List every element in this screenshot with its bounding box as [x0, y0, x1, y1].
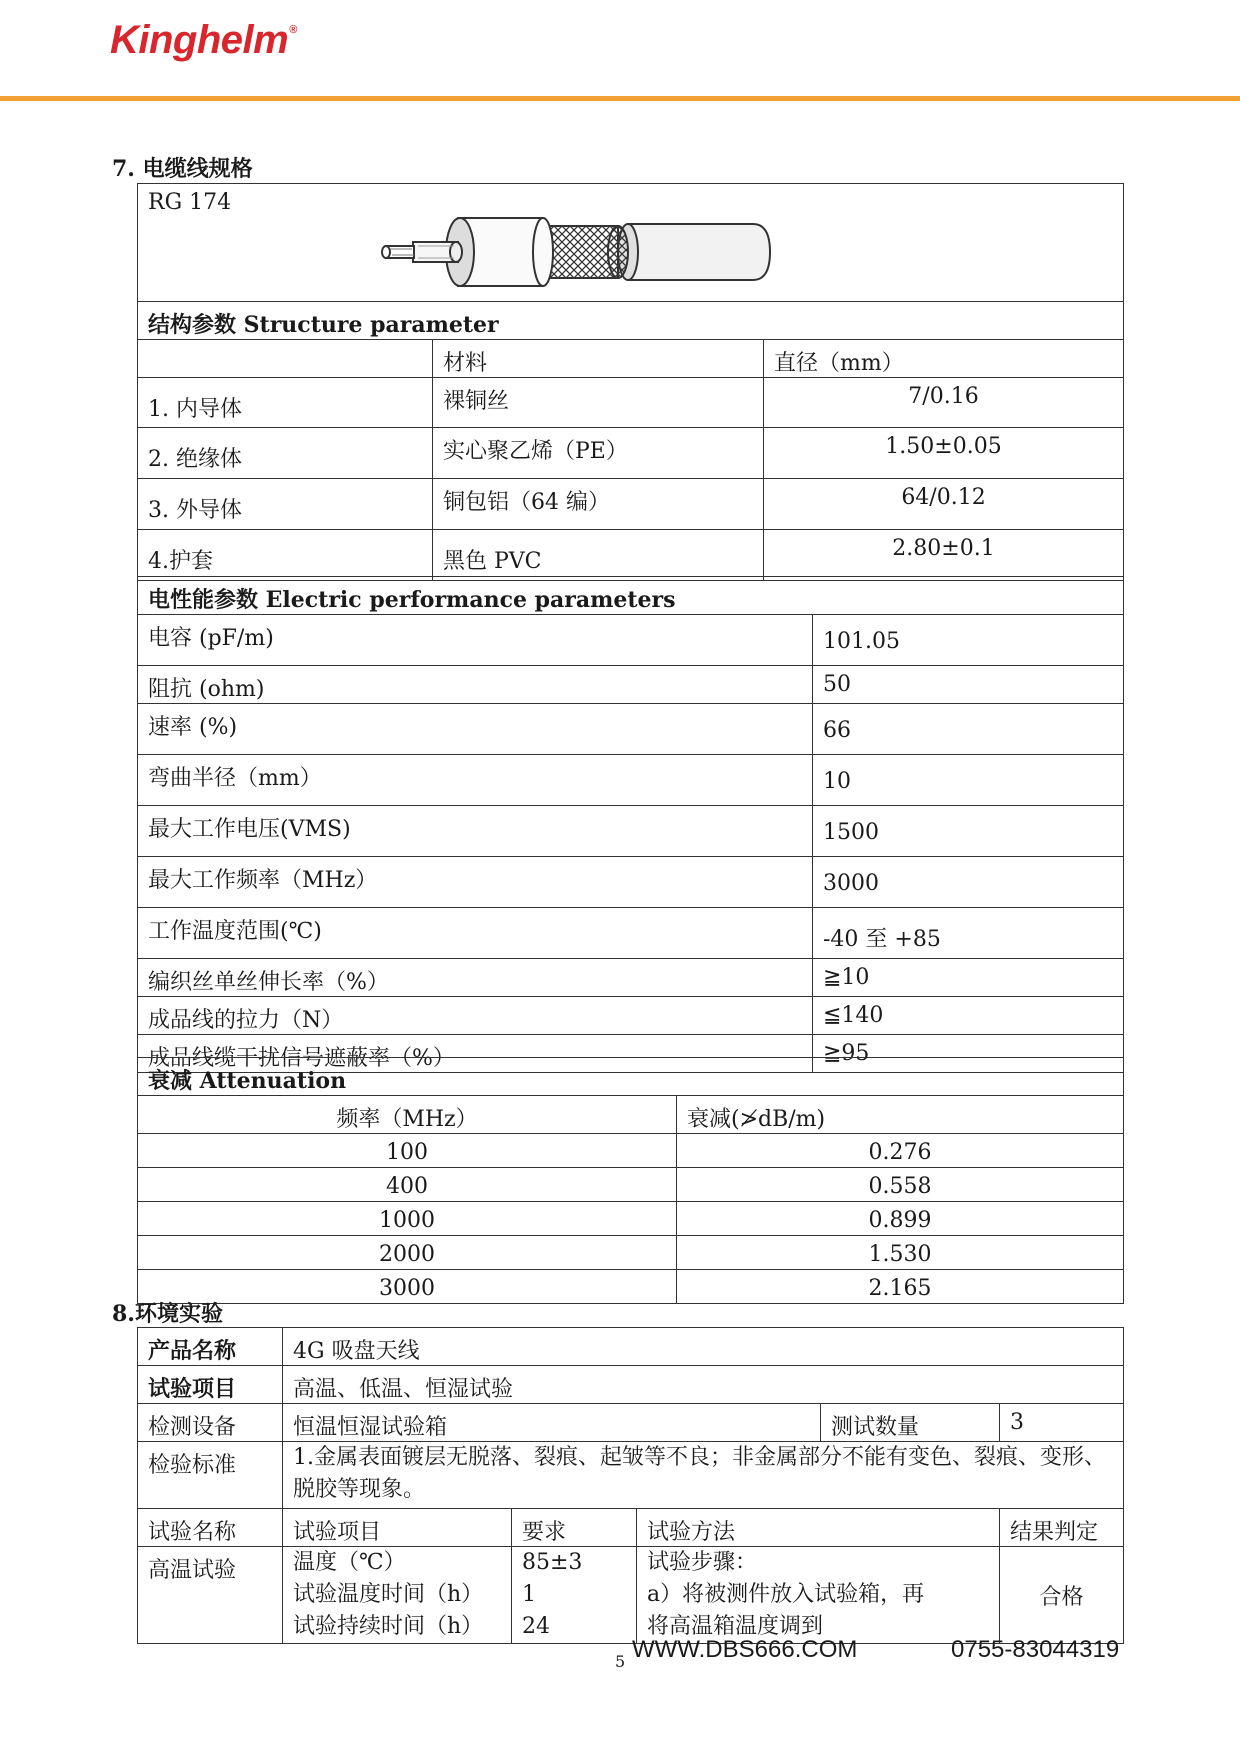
test-item: 试验持续时间（h） [293, 1614, 484, 1639]
footer-phone: 0755-83044319 [951, 1636, 1120, 1663]
electric-param: 弯曲半径（mm） [138, 755, 813, 806]
electric-param: 最大工作电压(VMS) [138, 806, 813, 857]
electric-value: 3000 [813, 857, 1124, 908]
attenuation-frequency: 2000 [138, 1236, 677, 1270]
std-value: 1.金属表面镀层无脱落、裂痕、起皱等不良；非金属部分不能有变色、裂痕、变形、脱胶等现象。 [283, 1442, 1124, 1509]
electric-param: 最大工作频率（MHz） [138, 857, 813, 908]
electric-param: 成品线缆干扰信号遮蔽率（%） [138, 1035, 813, 1073]
environment-test-table [137, 1327, 1124, 1644]
product-value: 4G 吸盘天线 [283, 1328, 1124, 1366]
structure-part: 4.护套 [138, 530, 433, 581]
test-header-item: 试验项目 [283, 1509, 512, 1547]
structure-title: 结构参数 Structure parameter [138, 302, 1124, 340]
structure-material: 裸铜丝 [433, 378, 764, 428]
coax-cable-illustration [378, 202, 808, 302]
product-label: 产品名称 [138, 1328, 283, 1366]
test-requirement: 1 [522, 1582, 536, 1607]
electric-value: ≦140 [813, 997, 1124, 1035]
electric-performance-table [137, 576, 1124, 1073]
item-label: 试验项目 [138, 1366, 283, 1404]
electric-param: 成品线的拉力（N） [138, 997, 813, 1035]
page-number: 5 [615, 1652, 626, 1671]
model-cell [138, 184, 1124, 302]
structure-part: 1. 内导体 [138, 378, 433, 428]
attenuation-frequency: 400 [138, 1168, 677, 1202]
electric-param: 电容 (pF/m) [138, 615, 813, 666]
test-method-line: a）将被测件放入试验箱，再 [647, 1582, 925, 1607]
test-requirement: 24 [522, 1614, 550, 1639]
cable-spec-table [137, 183, 1124, 581]
section-8-title: 8.环境实验 [112, 1301, 223, 1327]
test-requirement: 85±3 [522, 1550, 583, 1575]
electric-value: 10 [813, 755, 1124, 806]
structure-part: 3. 外导体 [138, 479, 433, 530]
electric-param: 速率 (%) [138, 704, 813, 755]
attenuation-frequency: 3000 [138, 1270, 677, 1304]
structure-diameter: 7/0.16 [764, 378, 1124, 428]
structure-material: 黑色 PVC [433, 530, 764, 581]
attenuation-table [137, 1057, 1124, 1304]
test-header-name: 试验名称 [138, 1509, 283, 1547]
structure-diameter: 2.80±0.1 [764, 530, 1124, 581]
item-value: 高温、低温、恒湿试验 [283, 1366, 1124, 1404]
electric-value: ≧95 [813, 1035, 1124, 1073]
structure-header-diameter: 直径（mm） [764, 340, 1124, 378]
electric-value: 66 [813, 704, 1124, 755]
cable-model: RG 174 [148, 190, 232, 215]
electric-value: 1500 [813, 806, 1124, 857]
electric-value: ≧10 [813, 959, 1124, 997]
electric-param: 编织丝单丝伸长率（%） [138, 959, 813, 997]
equip-value: 恒温恒湿试验箱 [283, 1404, 821, 1442]
structure-material: 铜包铝（64 编） [433, 479, 764, 530]
attenuation-loss: 0.276 [677, 1134, 1124, 1168]
electric-param: 阻抗 (ohm) [138, 666, 813, 704]
structure-header-material: 材料 [433, 340, 764, 378]
electric-title: 电性能参数 Electric performance parameters [138, 577, 1124, 615]
electric-value: -40 至 +85 [813, 908, 1124, 959]
test-item: 试验温度时间（h） [293, 1582, 484, 1607]
attenuation-loss: 2.165 [677, 1270, 1124, 1304]
section-7-title: 7. 电缆线规格 [112, 156, 253, 182]
attenuation-header-loss: 衰减(≯dB/m) [677, 1096, 1124, 1134]
structure-material: 实心聚乙烯（PE） [433, 428, 764, 479]
qty-label: 测试数量 [821, 1404, 1000, 1442]
test-items [283, 1547, 512, 1644]
qty-value: 3 [1000, 1404, 1124, 1442]
test-header-method: 试验方法 [637, 1509, 1000, 1547]
structure-diameter: 64/0.12 [764, 479, 1124, 530]
std-label: 检验标准 [138, 1442, 283, 1509]
attenuation-loss: 0.899 [677, 1202, 1124, 1236]
structure-part: 2. 绝缘体 [138, 428, 433, 479]
attenuation-frequency: 100 [138, 1134, 677, 1168]
structure-header-empty [138, 340, 433, 378]
company-logo: Kinghelm® [110, 18, 297, 62]
test-name: 高温试验 [138, 1547, 283, 1644]
electric-param: 工作温度范围(℃) [138, 908, 813, 959]
electric-value: 101.05 [813, 615, 1124, 666]
attenuation-loss: 0.558 [677, 1168, 1124, 1202]
test-header-result: 结果判定 [1000, 1509, 1124, 1547]
test-requirements [512, 1547, 637, 1644]
structure-diameter: 1.50±0.05 [764, 428, 1124, 479]
test-result: 合格 [1000, 1547, 1124, 1644]
attenuation-header-frequency: 频率（MHz） [138, 1096, 677, 1134]
test-header-requirement: 要求 [512, 1509, 637, 1547]
test-method-line: 将高温箱温度调到 [647, 1614, 824, 1639]
electric-value: 50 [813, 666, 1124, 704]
header-divider [0, 96, 1240, 101]
test-method [637, 1547, 1000, 1644]
test-method-line: 试验步骤： [647, 1550, 758, 1575]
equip-label: 检测设备 [138, 1404, 283, 1442]
attenuation-frequency: 1000 [138, 1202, 677, 1236]
attenuation-loss: 1.530 [677, 1236, 1124, 1270]
attenuation-title: 衰减 Attenuation [138, 1058, 1124, 1096]
footer-website: WWW.DBS666.COM [632, 1636, 858, 1663]
test-item: 温度（℃） [293, 1550, 406, 1575]
